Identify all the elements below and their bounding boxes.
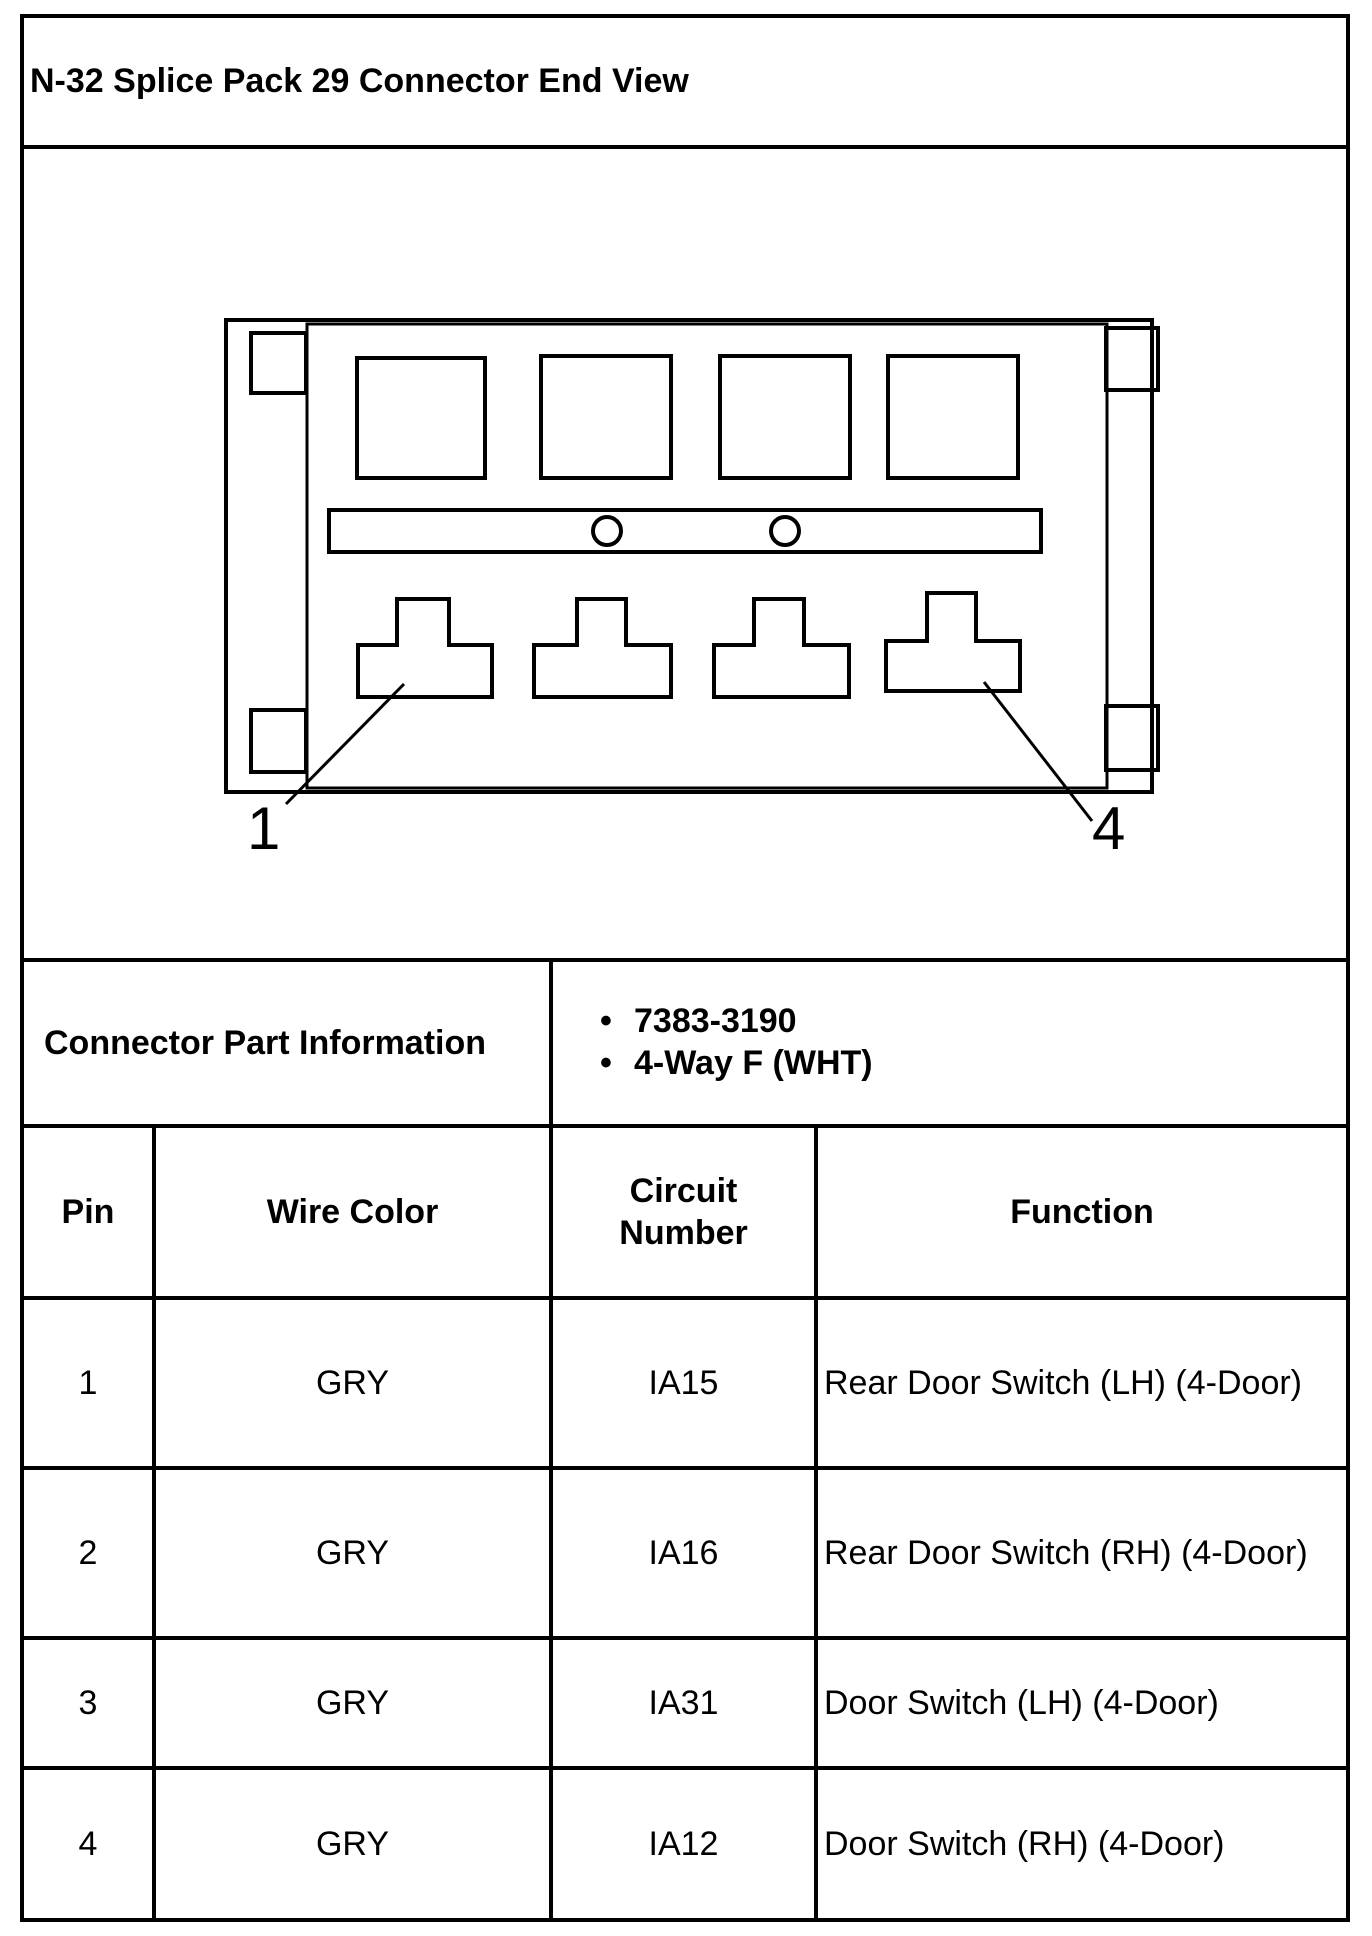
- part-info-list: [592, 1000, 873, 1084]
- terminal-cavity-2: [534, 599, 671, 697]
- part-number: • 7383-3190: [592, 1000, 873, 1042]
- table-cell-wire-color: GRY: [315, 1683, 390, 1722]
- upper-cavity: [720, 356, 850, 478]
- table-cell-circuit: IA12: [648, 1824, 719, 1863]
- table-cell-circuit: IA31: [648, 1683, 719, 1722]
- header-wire-color: Wire Color: [266, 1193, 439, 1231]
- terminal-cavity-1: [358, 599, 492, 697]
- header-pin: Pin: [61, 1193, 115, 1231]
- terminal-cavity-3: [714, 599, 849, 697]
- table-cell-pin: 4: [78, 1824, 98, 1863]
- table-cell-pin: 2: [78, 1533, 98, 1572]
- table-cell-function: Rear Door Switch (RH) (4-Door): [824, 1534, 1308, 1572]
- table-cell-pin: 1: [78, 1363, 98, 1402]
- table-cell-function: Door Switch (RH) (4-Door): [824, 1825, 1225, 1863]
- part-info-label: Connector Part Information: [44, 1024, 487, 1062]
- corner-latch: [251, 710, 306, 772]
- callout-label-4: 4: [1092, 795, 1126, 862]
- table-cell-wire-color: GRY: [315, 1363, 390, 1402]
- housing-inner: [307, 324, 1107, 788]
- header-circuit-number: [553, 1128, 814, 1296]
- table-cell-circuit: IA16: [648, 1533, 719, 1572]
- upper-cavity: [541, 356, 671, 478]
- table-cell-circuit: IA15: [648, 1363, 719, 1402]
- table-cell-wire-color: GRY: [315, 1824, 390, 1863]
- leader-line-4: [984, 682, 1092, 821]
- rail-hole: [771, 517, 799, 545]
- connector-end-view-diagram: [24, 149, 1346, 958]
- connector-document: [20, 14, 1350, 1922]
- page-title: N-32 Splice Pack 29 Connector End View: [30, 62, 689, 100]
- table-cell-function: Rear Door Switch (LH) (4-Door): [824, 1364, 1302, 1402]
- header-function: Function: [1010, 1193, 1154, 1231]
- upper-cavity: [888, 356, 1018, 478]
- table-cell-wire-color: GRY: [315, 1533, 390, 1572]
- part-info-list-cell: [592, 962, 1292, 1124]
- terminal-cavity-4: [886, 593, 1020, 691]
- header-circuit-line1: Circuit: [629, 1172, 738, 1210]
- callout-label-1: 1: [247, 795, 281, 862]
- table-cell-function: Door Switch (LH) (4-Door): [824, 1684, 1219, 1722]
- table-cell-pin: 3: [78, 1683, 98, 1722]
- leader-line-1: [286, 684, 404, 804]
- upper-cavity: [357, 358, 485, 478]
- corner-latch: [251, 333, 306, 393]
- center-rail: [329, 510, 1041, 552]
- connector-type: • 4-Way F (WHT): [592, 1042, 873, 1084]
- divider: [549, 962, 553, 1124]
- header-circuit-line2: Number: [619, 1214, 748, 1252]
- rail-hole: [593, 517, 621, 545]
